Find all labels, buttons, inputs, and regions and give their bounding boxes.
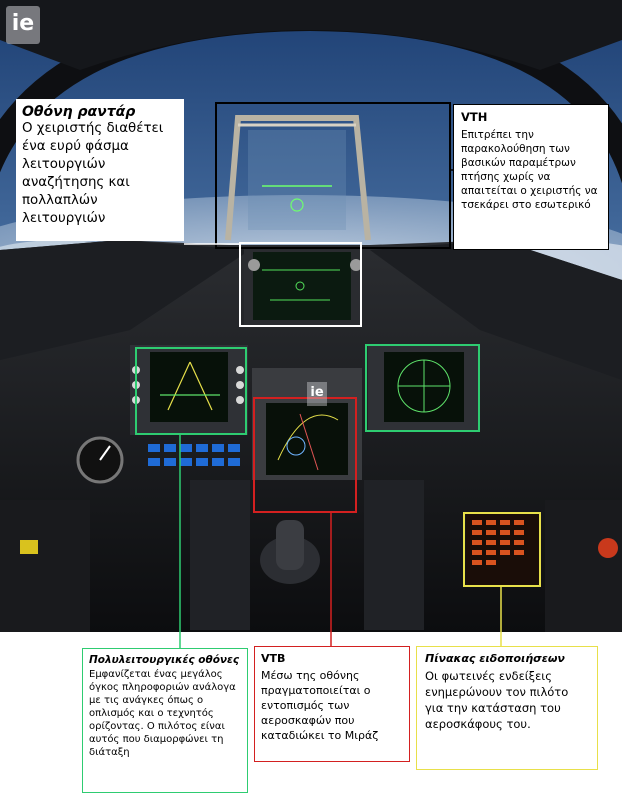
radar-callout-text: Ο χειριστής διαθέτει ένα ευρύ φάσμα λειτουργιών αναζήτησης και πολλαπλών λειτουργιών [22, 121, 164, 226]
vtb-callout-title: VTB [261, 652, 286, 665]
vtb-callout [254, 646, 410, 762]
mfd-callout [82, 648, 248, 793]
watermark-logo-small: ie [307, 382, 327, 406]
warning-panel-callout [416, 646, 598, 770]
radar-display-callout [16, 99, 184, 241]
warning-callout-text: Οι φωτεινές ενδείξεις ενημερώνουν τον πιλότο για την κατάσταση του αεροσκάφους του. [425, 669, 569, 731]
warning-callout-title: Πίνακας ειδοποιήσεων [425, 652, 565, 665]
vth-callout [453, 104, 609, 250]
mfd-callout-title: Πολυλειτουργικές οθόνες [89, 654, 240, 666]
vth-callout-text: Επιτρέπει την παρακολούθηση των βασικών παραμέτρων πτήσης χωρίς να απαιτείται ο χειριστής να τσεκάρει στο εσωτερικό [461, 129, 598, 211]
radar-callout-title: Οθόνη ραντάρ [22, 104, 136, 120]
mfd-callout-text: Εμφανίζεται ένας μεγάλος όγκος πληροφοριών ανάλογα με τις ανάγκες όπως ο οπλισμός και ο τεχνητός ορίζοντας. Ο πιλότος είναι αυτός που διαμορφώνει τη διάταξη [89, 669, 236, 758]
watermark-logo: ie [6, 6, 40, 44]
vtb-callout-text: Μέσω της οθόνης πραγματοποιείται ο εντοπισμός των αεροσκαφών που καταδιώκει το Μιράζ [261, 669, 379, 742]
vth-callout-title: VTH [461, 110, 488, 124]
